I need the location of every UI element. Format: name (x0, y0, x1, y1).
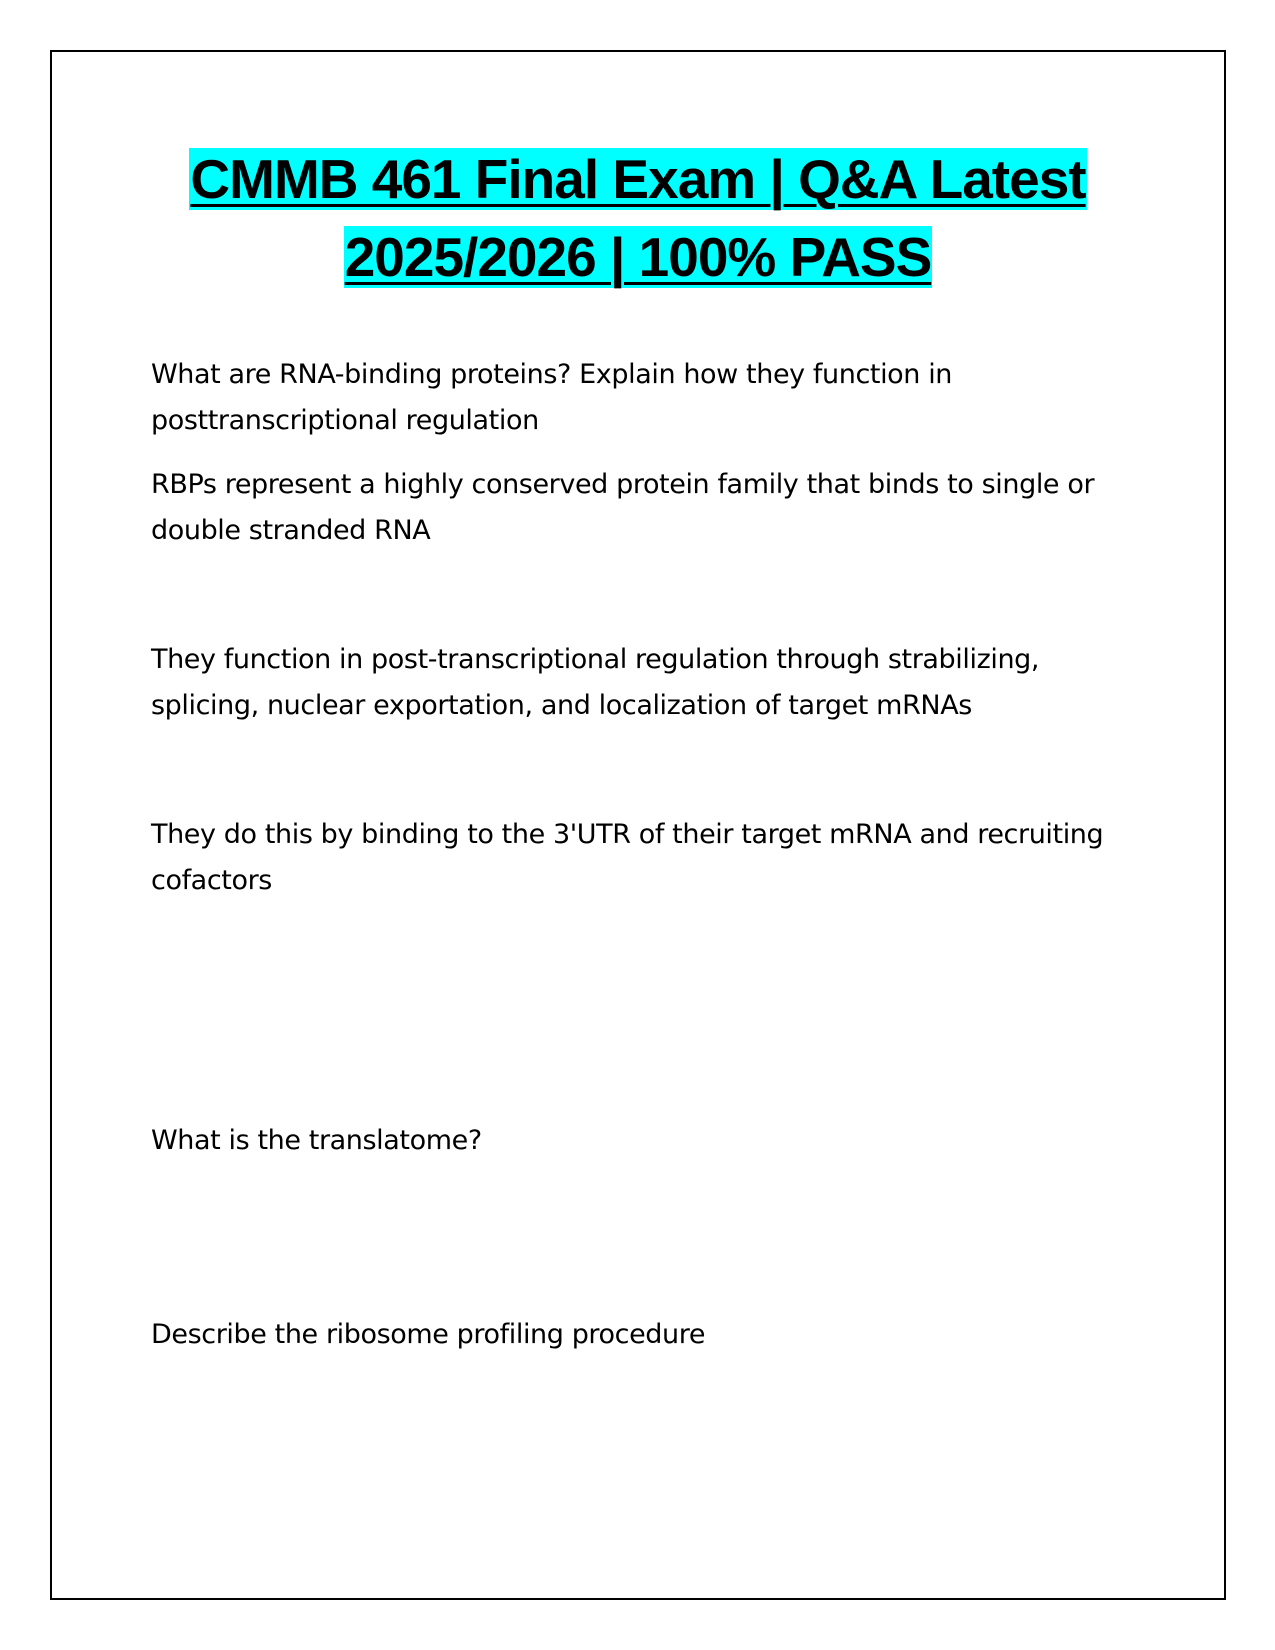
answer-rbps-definition: RBPs represent a highly conserved protein family that binds to single or double stranded RNA (151, 469, 1095, 546)
question-translatome: What is the translatome? (151, 1125, 482, 1156)
title-line-2: 2025/2026 | 100% PASS (344, 226, 932, 288)
question-ribosome-profiling: Describe the ribosome profiling procedure (151, 1319, 706, 1350)
answer-rbps-mechanism: They do this by binding to the 3'UTR of their target mRNA and recruiting cofactors (151, 819, 1104, 896)
title-line-1: CMMB 461 Final Exam | Q&A Latest (190, 148, 1086, 210)
document-title (50, 140, 1226, 296)
question-rna-binding-proteins: What are RNA-binding proteins? Explain how they function in posttranscriptional regulation (151, 359, 953, 436)
answer-rbps-function: They function in post-transcriptional regulation through strabilizing, splicing, nuclear exportation, and localization of target mRNAs (151, 644, 1040, 721)
